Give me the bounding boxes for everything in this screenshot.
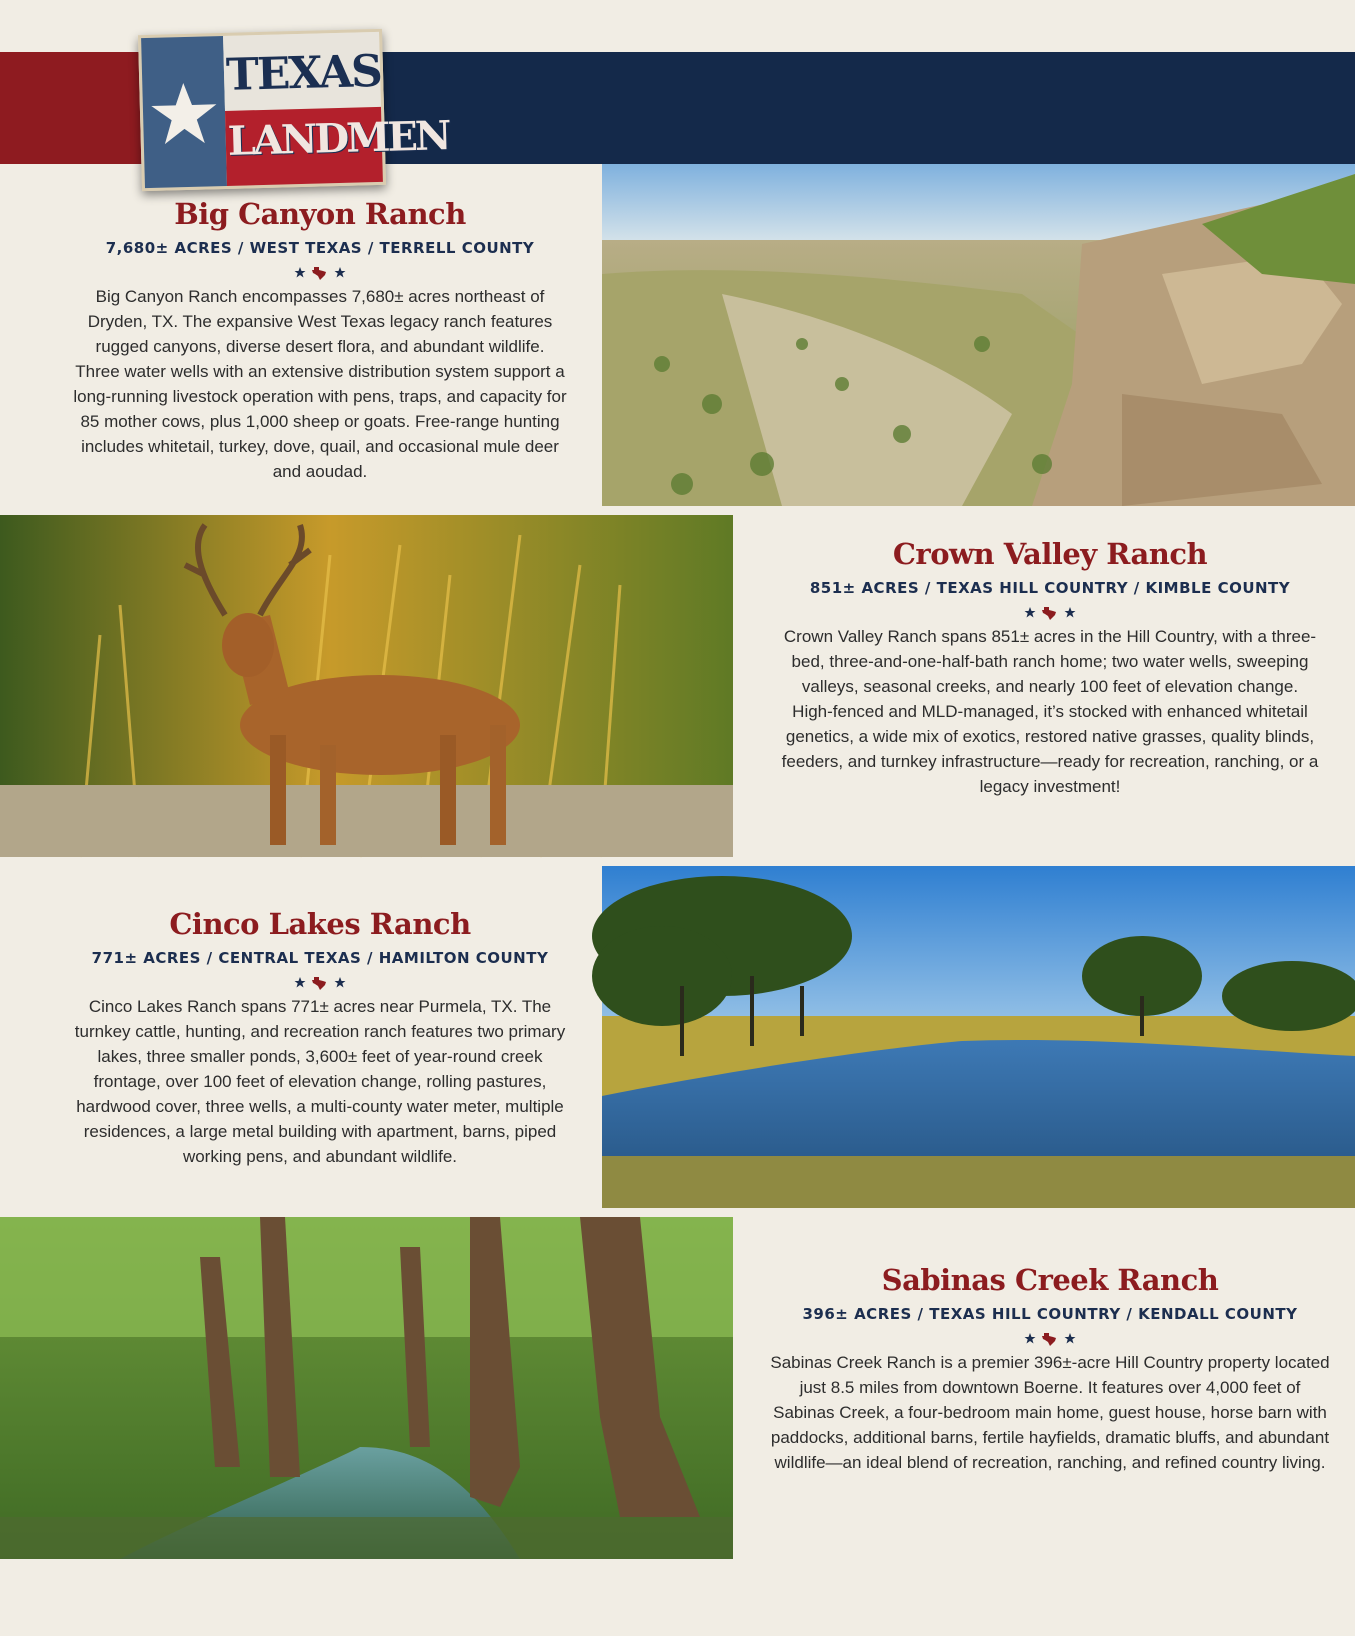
ranch-listing-crown-valley bbox=[760, 536, 1340, 799]
star-texas-ornament bbox=[745, 1328, 1355, 1348]
ranch-subtitle: 396± ACRES / TEXAS HILL COUNTRY / KENDALL COUNTY bbox=[802, 1305, 1298, 1323]
lake-landscape-image bbox=[602, 866, 1355, 1208]
cypress-creek-image bbox=[0, 1217, 733, 1559]
texas-star-ornament-icon bbox=[1020, 1328, 1080, 1348]
ranch-title: Crown Valley Ranch bbox=[892, 537, 1208, 571]
ranch-title: Big Canyon Ranch bbox=[174, 197, 466, 231]
ranch-description: Sabinas Creek Ranch is a premier 396±-acre Hill Country property located just 8.5 miles from downtown Boerne. It features over 4,000 feet of Sabinas Creek, a four-bedroom main home, guest house, horse barn with paddocks, additional barns, fertile hayfields, dramatic bluffs, and abundant wildlife—an ideal blend of recreation, ranching, and refined country living. bbox=[770, 1353, 1330, 1472]
whitetail-deer-image bbox=[0, 515, 733, 857]
star-texas-ornament bbox=[760, 602, 1340, 622]
ranch-title: Sabinas Creek Ranch bbox=[881, 1263, 1219, 1297]
ranch-subtitle: 771± ACRES / CENTRAL TEXAS / HAMILTON COUNTY bbox=[91, 949, 549, 967]
ranch-description: Crown Valley Ranch spans 851± acres in the Hill Country, with a three-bed, three-and-one-half-bath ranch home; two water wells, sweeping valleys, seasonal creeks, and nearly 100 feet of elevation change. High-fenced and MLD-managed, it’s stocked with enhanced whitetail genetics, a wide mix of exotics, restored native grasses, quality blinds, feeders, and turnkey infrastructure—ready for recreation, ranching, or a legacy investment! bbox=[781, 627, 1319, 796]
logo-text-landmen: LANDMEN bbox=[227, 112, 450, 165]
ranch-listing-big-canyon bbox=[60, 196, 580, 484]
texas-star-ornament-icon bbox=[290, 262, 350, 282]
big-canyon-ranch-photo[interactable] bbox=[602, 164, 1355, 506]
crown-valley-ranch-photo[interactable] bbox=[0, 515, 733, 857]
canyon-landscape-image bbox=[602, 164, 1355, 506]
star-texas-ornament bbox=[60, 262, 580, 282]
ranch-subtitle: 7,680± ACRES / WEST TEXAS / TERRELL COUNTY bbox=[105, 239, 535, 257]
star-texas-ornament bbox=[60, 972, 580, 992]
texas-landmen-logo[interactable] bbox=[138, 29, 450, 191]
sabinas-creek-ranch-photo[interactable] bbox=[0, 1217, 733, 1559]
ranch-listing-cinco-lakes bbox=[60, 906, 580, 1169]
cinco-lakes-ranch-photo[interactable] bbox=[602, 866, 1355, 1208]
texas-star-ornament-icon bbox=[1020, 602, 1080, 622]
ranch-description: Cinco Lakes Ranch spans 771± acres near Purmela, TX. The turnkey cattle, hunting, and recreation ranch features two primary lakes, three smaller ponds, 3,600± feet of year-round creek frontage, over 100 feet of elevation change, rolling pastures, hardwood cover, three wells, a multi-county water meter, multiple residences, a large metal building with apartment, barns, piped working pens, and abundant wildlife. bbox=[74, 997, 566, 1166]
header-banner-red bbox=[0, 52, 150, 164]
ranch-title: Cinco Lakes Ranch bbox=[169, 907, 471, 941]
star-icon bbox=[146, 76, 222, 152]
logo-text-texas: TEXAS bbox=[225, 45, 382, 101]
ranch-description: Big Canyon Ranch encompasses 7,680± acres northeast of Dryden, TX. The expansive West Texas legacy ranch features rugged canyons, diverse desert flora, and abundant wildlife. Three water wells with an extensive distribution system support a long-running livestock operation with pens, traps, and capacity for 85 mother cows, plus 1,000 sheep or goats. Free-range hunting includes whitetail, turkey, dove, quail, and occasional mule deer and aoudad. bbox=[73, 287, 567, 481]
ranch-listing-sabinas-creek bbox=[745, 1262, 1355, 1475]
ranch-subtitle: 851± ACRES / TEXAS HILL COUNTRY / KIMBLE COUNTY bbox=[809, 579, 1291, 597]
texas-star-ornament-icon bbox=[290, 972, 350, 992]
